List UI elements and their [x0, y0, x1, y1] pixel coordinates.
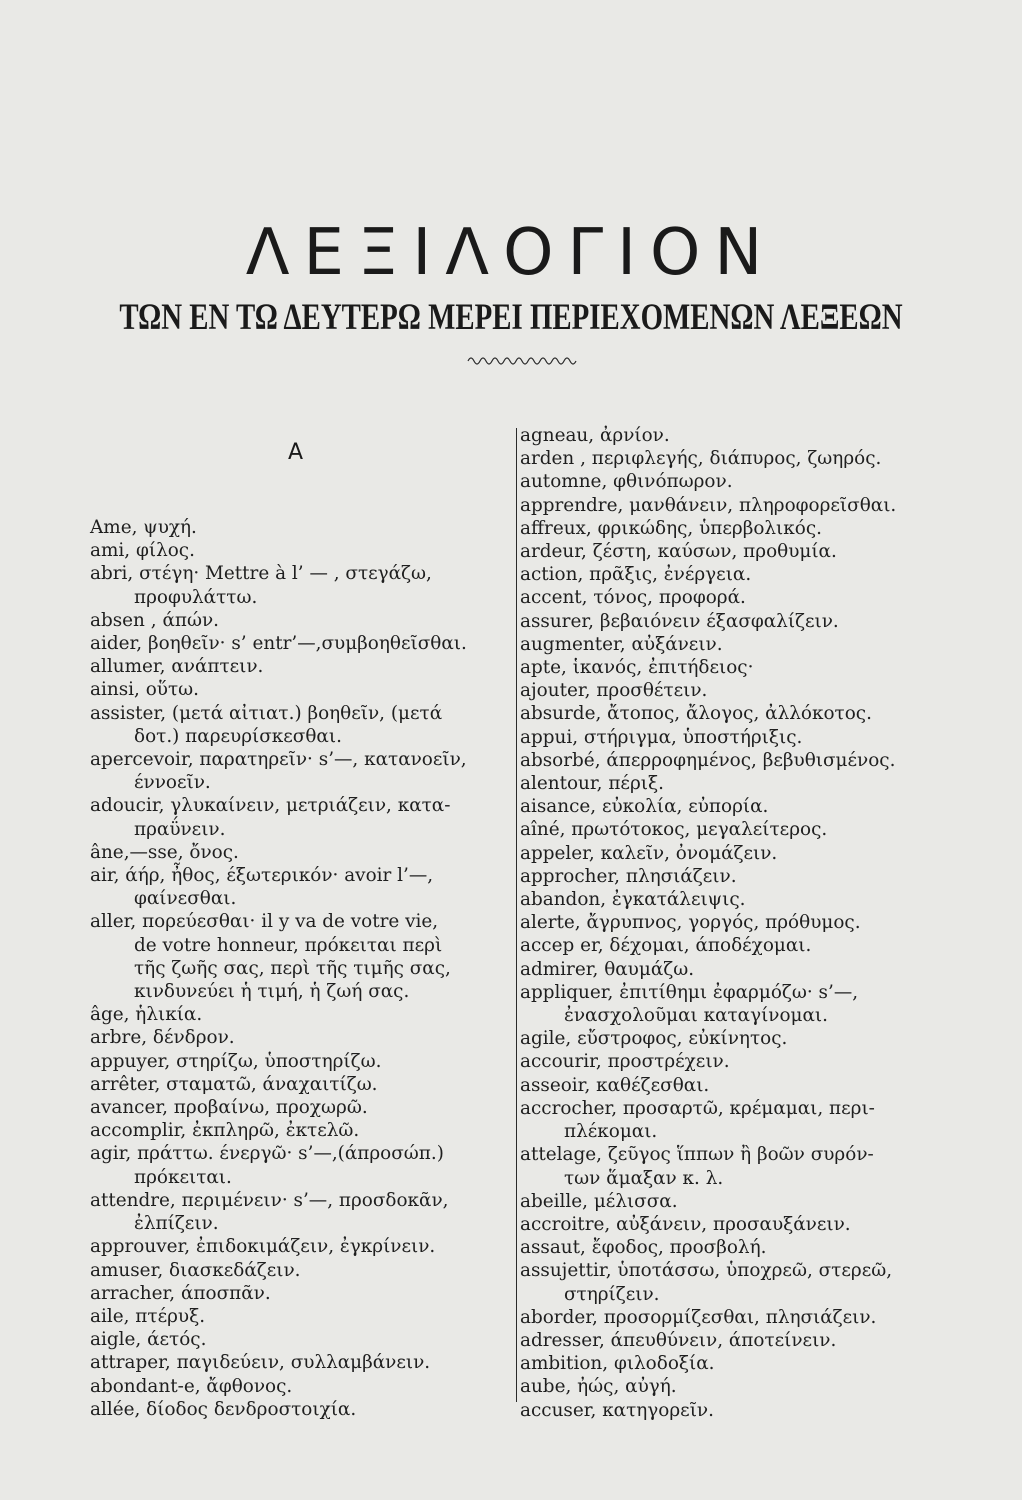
- entry-continuation-line: κινδυνεύει ἡ τιμή, ἡ ζωή σας.: [134, 981, 410, 1003]
- dictionary-entry: [90, 748, 508, 794]
- dictionary-entry: [90, 841, 508, 864]
- entry-line: aile, πτέρυξ.: [90, 1305, 206, 1327]
- dictionary-entry: [520, 1259, 978, 1305]
- entry-line: air, άήρ, ἦθος, έξωτερικόν· avoir l’—,: [90, 865, 434, 887]
- entry-line: accent, τόνος, προφορά.: [520, 587, 746, 609]
- entry-line: assaut, ἔφοδος, προσβολή.: [520, 1237, 767, 1259]
- entry-line: absurde, ἄτοπος, ἄλογος, ἀλλόκοτος.: [520, 703, 872, 725]
- entry-line: attendre, περιμένειν· s’—, προσδοκᾶν,: [90, 1189, 449, 1211]
- entry-line: attraper, παγιδεύειν, συλλαμβάνειν.: [90, 1352, 431, 1374]
- entry-line: aube, ἠώς, αὐγή.: [520, 1376, 677, 1398]
- entry-line: ami, φίλος.: [90, 540, 195, 562]
- entry-continuation-line: στηρίζειν.: [564, 1283, 660, 1305]
- dictionary-entry: [520, 1375, 978, 1398]
- entry-line: âne,—sse, ὄνος.: [90, 841, 239, 863]
- dictionary-entry: [90, 1026, 508, 1049]
- dictionary-entry: [90, 1050, 508, 1073]
- dictionary-entry: [520, 563, 978, 586]
- entry-line: approcher, πλησιάζειν.: [520, 865, 737, 887]
- dictionary-entry: [520, 818, 978, 841]
- entry-line: accrocher, προσαρτῶ, κρέμαμαι, περι-: [520, 1097, 875, 1119]
- entry-line: appliquer, ἐπιτίθημι ἐφαρμόζω· s’—,: [520, 981, 859, 1003]
- entry-line: arracher, άποσπᾶν.: [90, 1282, 271, 1304]
- entry-line: arrêter, σταματῶ, άναχαιτίζω.: [90, 1073, 378, 1095]
- dictionary-entry: [90, 1235, 508, 1258]
- entry-line: aisance, εὐκολία, εὐπορία.: [520, 796, 769, 818]
- dictionary-entry: [520, 494, 978, 517]
- entry-line: aîné, πρωτότοκος, μεγαλείτερος.: [520, 819, 828, 841]
- entry-line: alerte, ἄγρυπνος, γοργός, πρόθυμος.: [520, 912, 861, 934]
- dictionary-entry: [520, 1352, 978, 1375]
- dictionary-entry: [520, 517, 978, 540]
- entry-line: accourir, προστρέχειν.: [520, 1051, 730, 1073]
- section-letter: A: [288, 440, 304, 465]
- dictionary-entry: [520, 1329, 978, 1352]
- dictionary-entry: [90, 1328, 508, 1351]
- entry-continuation-line: ἐνασχολοῦμαι καταγίνομαι.: [564, 1005, 828, 1027]
- dictionary-entry: [520, 1190, 978, 1213]
- dictionary-entry: [90, 516, 508, 539]
- dictionary-entry: [520, 842, 978, 865]
- entry-line: asseoir, καθέζεσθαι.: [520, 1074, 710, 1096]
- entry-line: appeler, καλεῖν, ὀνομάζειν.: [520, 842, 778, 864]
- dictionary-entry: [90, 1142, 508, 1188]
- entry-continuation-line: προφυλάττω.: [134, 586, 258, 608]
- dictionary-entry: [90, 632, 508, 655]
- dictionary-entry: [90, 539, 508, 562]
- dictionary-entry: [90, 1398, 508, 1421]
- dictionary-entry: [520, 1306, 978, 1329]
- dictionary-entry: [520, 702, 978, 725]
- dictionary-entry: [520, 470, 978, 493]
- dictionary-entry: [520, 865, 978, 888]
- entry-line: aigle, άετός.: [90, 1329, 207, 1351]
- entry-line: ainsi, οὕτω.: [90, 679, 199, 701]
- entry-line: avancer, προβαίνω, προχωρῶ.: [90, 1097, 368, 1119]
- entry-line: accep er, δέχομαι, άποδέχομαι.: [520, 935, 812, 957]
- entry-line: aborder, προσορμίζεσθαι, πλησιάζειν.: [520, 1306, 877, 1328]
- page-title: ΛΕΞΙΛΟΓΙΟΝ: [245, 216, 777, 290]
- entry-line: âge, ἡλικία.: [90, 1004, 203, 1026]
- dictionary-entry: [520, 911, 978, 934]
- entry-line: accuser, κατηγορεῖν.: [520, 1399, 714, 1421]
- dictionary-entry: [90, 1119, 508, 1142]
- entry-line: apercevoir, παρατηρεῖν· s’—, κατανοεῖν,: [90, 749, 467, 771]
- left-column: [90, 516, 508, 1421]
- entry-line: abri, στέγη· Mettre à l’ — , στεγάζω,: [90, 563, 432, 585]
- entry-line: ambition, φιλοδοξία.: [520, 1353, 715, 1375]
- entry-line: attelage, ζεῦγος ἵππων ἢ βοῶν συρόν-: [520, 1144, 874, 1166]
- entry-line: action, πρᾶξις, ἐνέργεια.: [520, 564, 752, 586]
- entry-line: alentour, πέριξ.: [520, 773, 664, 795]
- dictionary-entry: [90, 864, 508, 910]
- entry-continuation-line: πραΰνειν.: [134, 818, 226, 840]
- entry-line: appuyer, στηρίζω, ὑποστηρίζω.: [90, 1050, 382, 1072]
- dictionary-entry: [90, 910, 508, 1003]
- entry-continuation-line: πρόκειται.: [134, 1166, 232, 1188]
- dictionary-entry: [520, 656, 978, 679]
- wavy-rule-ornament: [466, 352, 580, 366]
- dictionary-entry: [90, 655, 508, 678]
- entry-line: apprendre, μανθάνειν, πληροφορεῖσθαι.: [520, 494, 897, 516]
- entry-line: arbre, δένδρον.: [90, 1027, 235, 1049]
- dictionary-entry: [520, 586, 978, 609]
- entry-line: abeille, μέλισσα.: [520, 1190, 678, 1212]
- dictionary-entry: [90, 1259, 508, 1282]
- dictionary-entry: [90, 1003, 508, 1026]
- entry-line: agile, εὔστροφος, εὐκίνητος.: [520, 1028, 788, 1050]
- entry-line: automne, φθινόπωρον.: [520, 471, 733, 493]
- entry-line: ajouter, προσθέτειν.: [520, 680, 708, 702]
- entry-continuation-line: δοτ.) παρευρίσκεσθαι.: [134, 725, 342, 747]
- dictionary-entry: [520, 1143, 978, 1189]
- entry-line: aider, βοηθεῖν· s’ entr’—,συμβοηθεῖσθαι.: [90, 633, 467, 655]
- entry-line: Ame, ψυχή.: [90, 517, 197, 538]
- dictionary-entry: [520, 749, 978, 772]
- dictionary-entry: [520, 679, 978, 702]
- dictionary-entry: [90, 1189, 508, 1235]
- entry-line: assurer, βεβαιόνειν έξασφαλίζειν.: [520, 610, 839, 632]
- entry-line: agir, πράττω. ένεργῶ· s’—,(άπροσώπ.): [90, 1143, 444, 1165]
- entry-continuation-line: τῆς ζωῆς σας, περὶ τῆς τιμῆς σας,: [134, 957, 451, 979]
- right-column: [520, 424, 978, 1422]
- entry-line: arden , περιφλεγής, διάπυρος, ζωηρός.: [520, 448, 882, 470]
- dictionary-entry: [520, 981, 978, 1027]
- page-subtitle: ΤΩΝ ΕΝ ΤΩ ΔΕΥΤΕΡΩ ΜΕΡΕΙ ΠΕΡΙΕΧΟΜΕΝΩΝ ΛΕΞΕΩΝ: [119, 297, 903, 338]
- entry-continuation-line: ἐλπίζειν.: [134, 1213, 219, 1235]
- dictionary-entry: [90, 794, 508, 840]
- entry-line: abondant-e, ἄφθονος.: [90, 1375, 293, 1397]
- entry-line: adoucir, γλυκαίνειν, μετριάζειν, κατα-: [90, 795, 451, 817]
- entry-line: assister, (μετά αἰτιατ.) βοηθεῖν, (μετά: [90, 702, 443, 724]
- entry-continuation-line: de votre honneur, πρόκειται περὶ: [134, 934, 443, 956]
- dictionary-entry: [90, 1375, 508, 1398]
- dictionary-entry: [520, 934, 978, 957]
- entry-continuation-line: φαίνεσθαι.: [134, 888, 237, 910]
- dictionary-entry: [90, 609, 508, 632]
- dictionary-entry: [520, 540, 978, 563]
- entry-line: allée, δίοδος δενδροστοιχία.: [90, 1398, 357, 1420]
- dictionary-entry: [520, 1399, 978, 1422]
- entry-line: apte, ἱκανός, ἐπιτήδειος·: [520, 657, 754, 679]
- entry-line: allumer, ανάπτειν.: [90, 656, 264, 678]
- entry-line: amuser, διασκεδάζειν.: [90, 1259, 301, 1281]
- dictionary-entry: [520, 633, 978, 656]
- dictionary-entry: [90, 1073, 508, 1096]
- dictionary-entry: [90, 562, 508, 608]
- entry-line: absorbé, άπερροφημένος, βεβυθισμένος.: [520, 749, 896, 771]
- entry-line: aller, πορεύεσθαι· il y va de votre vie,: [90, 911, 439, 933]
- entry-continuation-line: πλέκομαι.: [564, 1121, 658, 1143]
- dictionary-entry: [90, 678, 508, 701]
- dictionary-entry: [90, 1305, 508, 1328]
- dictionary-entry: [520, 610, 978, 633]
- entry-line: appui, στήριγμα, ὑποστήριξις.: [520, 726, 803, 748]
- entry-line: abandon, ἐγκατάλειψις.: [520, 889, 746, 911]
- dictionary-entry: [520, 795, 978, 818]
- entry-line: ardeur, ζέστη, καύσων, προθυμία.: [520, 541, 837, 563]
- entry-continuation-line: έννοεῖν.: [134, 772, 211, 794]
- dictionary-entry: [520, 726, 978, 749]
- dictionary-entry: [520, 1213, 978, 1236]
- dictionary-entry: [520, 772, 978, 795]
- entry-line: adresser, άπευθύνειν, άποτείνειν.: [520, 1329, 837, 1351]
- dictionary-entry: [520, 1097, 978, 1143]
- dictionary-entry: [90, 1282, 508, 1305]
- dictionary-entry: [520, 1027, 978, 1050]
- entry-line: augmenter, αὐξάνειν.: [520, 633, 723, 655]
- entry-line: accroitre, αὐξάνειν, προσαυξάνειν.: [520, 1213, 851, 1235]
- dictionary-entry: [520, 888, 978, 911]
- entry-line: assujettir, ὑποτάσσω, ὑποχρεῶ, στερεῶ,: [520, 1260, 893, 1282]
- entry-line: accomplir, ἐκπληρῶ, ἐκτελῶ.: [90, 1120, 360, 1142]
- dictionary-entry: [90, 1351, 508, 1374]
- dictionary-entry: [520, 1050, 978, 1073]
- entry-line: admirer, θαυμάζω.: [520, 958, 695, 980]
- column-divider: [516, 428, 517, 1402]
- dictionary-entry: [520, 1236, 978, 1259]
- dictionary-entry: [520, 424, 978, 447]
- dictionary-entry: [520, 1074, 978, 1097]
- entry-line: agneau, ἀρνίον.: [520, 425, 670, 446]
- dictionary-entry: [90, 702, 508, 748]
- entry-line: approuver, ἐπιδοκιμάζειν, ἐγκρίνειν.: [90, 1236, 436, 1258]
- entry-continuation-line: των ἅμαξαν κ. λ.: [564, 1167, 724, 1189]
- entry-line: affreux, φρικώδης, ὑπερβολικός.: [520, 517, 822, 539]
- dictionary-entry: [520, 958, 978, 981]
- entry-line: absen , άπών.: [90, 609, 219, 631]
- dictionary-entry: [90, 1096, 508, 1119]
- dictionary-entry: [520, 447, 978, 470]
